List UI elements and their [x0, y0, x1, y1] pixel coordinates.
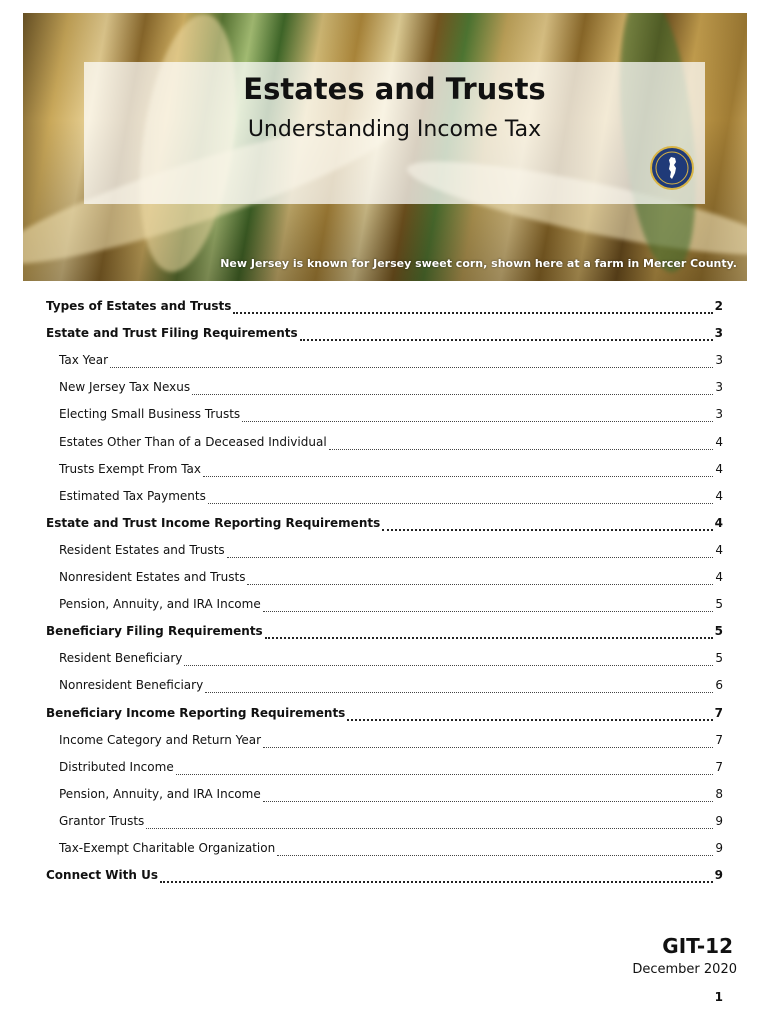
toc-dot-leader — [176, 764, 714, 775]
toc-subentry[interactable] — [46, 380, 723, 398]
toc-dot-leader — [146, 818, 713, 829]
page-subtitle: Understanding Income Tax — [247, 117, 542, 142]
toc-heading-entry[interactable] — [46, 868, 723, 886]
toc-subentry[interactable] — [46, 489, 723, 507]
toc-page-number: 8 — [715, 786, 723, 801]
toc-subentry[interactable] — [46, 814, 723, 832]
toc-subentry[interactable] — [46, 841, 723, 859]
toc-page-number: 2 — [714, 299, 723, 313]
toc-page-number: 3 — [715, 353, 723, 368]
toc-page-number: 4 — [715, 542, 723, 557]
toc-entry-label: Types of Estates and Trusts — [46, 299, 232, 313]
toc-subentry[interactable] — [46, 353, 723, 371]
toc-dot-leader — [265, 627, 713, 639]
toc-page-number: 3 — [714, 326, 723, 341]
toc-entry-label: Grantor Trusts — [59, 813, 145, 828]
toc-dot-leader — [233, 302, 712, 314]
toc-subentry[interactable] — [46, 543, 723, 561]
toc-dot-leader — [160, 871, 713, 883]
toc-entry-label: Nonresident Beneficiary — [59, 678, 204, 693]
toc-entry-label: Pension, Annuity, and IRA Income — [59, 597, 261, 612]
toc-entry-label: Income Category and Return Year — [59, 732, 262, 747]
toc-subentry[interactable] — [46, 407, 723, 425]
toc-entry-label: Estate and Trust Income Reporting Requirements — [46, 515, 381, 530]
toc-page-number: 9 — [714, 868, 723, 883]
toc-dot-leader — [110, 357, 713, 368]
toc-entry-label: Resident Beneficiary — [59, 651, 183, 666]
toc-entry-label: New Jersey Tax Nexus — [59, 380, 191, 395]
toc-page-number: 6 — [715, 678, 723, 693]
toc-heading-entry[interactable] — [46, 624, 723, 642]
toc-entry-label: Nonresident Estates and Trusts — [59, 570, 246, 584]
toc-page-number: 5 — [715, 597, 723, 612]
toc-dot-leader — [192, 384, 713, 395]
toc-page-number: 4 — [715, 570, 723, 584]
toc-page-number: 3 — [715, 407, 723, 422]
toc-entry-label: Electing Small Business Trusts — [59, 407, 241, 422]
toc-heading-entry[interactable] — [46, 326, 723, 344]
toc-entry-label: Connect With Us — [46, 868, 158, 883]
toc-entry-label: Estate and Trust Filing Requirements — [46, 326, 298, 341]
toc-dot-leader — [227, 547, 714, 558]
page-title: Estates and Trusts — [243, 72, 546, 106]
nj-division-of-taxation-seal-icon — [650, 146, 694, 190]
toc-subentry[interactable] — [46, 462, 723, 480]
toc-page-number: 5 — [715, 651, 723, 666]
toc-entry-label: Estimated Tax Payments — [59, 488, 206, 503]
toc-subentry[interactable] — [46, 651, 723, 669]
nj-state-outline-icon — [652, 148, 692, 188]
toc-entry-label: Tax-Exempt Charitable Organization — [59, 841, 276, 855]
toc-page-number: 4 — [715, 461, 723, 476]
toc-page-number: 9 — [715, 813, 723, 828]
toc-dot-leader — [329, 439, 714, 450]
toc-page-number: 4 — [715, 488, 723, 503]
photo-caption: New Jersey is known for Jersey sweet corn, shown here at a farm in Mercer County. — [220, 257, 737, 270]
toc-heading-entry[interactable] — [46, 516, 723, 534]
toc-dot-leader — [205, 682, 713, 693]
toc-dot-leader — [247, 574, 713, 585]
toc-entry-label: Beneficiary Filing Requirements — [46, 624, 263, 639]
toc-subentry[interactable] — [46, 787, 723, 805]
toc-entry-label: Estates Other Than of a Deceased Individual — [59, 434, 327, 449]
toc-dot-leader — [242, 411, 713, 422]
toc-dot-leader — [263, 737, 713, 748]
toc-subentry[interactable] — [46, 597, 723, 615]
toc-page-number: 7 — [715, 759, 723, 774]
toc-subentry[interactable] — [46, 678, 723, 696]
toc-page-number: 7 — [715, 732, 723, 747]
toc-page-number: 4 — [715, 434, 723, 449]
title-panel — [84, 62, 705, 204]
toc-dot-leader — [263, 601, 714, 612]
toc-dot-leader — [208, 493, 714, 504]
toc-entry-label: Resident Estates and Trusts — [59, 542, 225, 557]
toc-page-number: 4 — [714, 515, 723, 530]
toc-page-number: 5 — [714, 624, 723, 639]
toc-dot-leader — [347, 709, 712, 721]
toc-entry-label: Beneficiary Income Reporting Requirements — [46, 705, 346, 720]
toc-dot-leader — [277, 845, 713, 856]
toc-subentry[interactable] — [46, 733, 723, 751]
toc-heading-entry[interactable] — [46, 706, 723, 724]
toc-dot-leader — [203, 466, 713, 477]
toc-page-number: 7 — [714, 705, 723, 720]
toc-subentry[interactable] — [46, 435, 723, 453]
toc-dot-leader — [300, 329, 713, 341]
toc-dot-leader — [184, 655, 713, 666]
cover-photo — [23, 13, 747, 281]
toc-entry-label: Pension, Annuity, and IRA Income — [59, 786, 261, 801]
toc-dot-leader — [382, 519, 712, 531]
page-number: 1 — [714, 990, 723, 1004]
toc-subentry[interactable] — [46, 570, 723, 588]
toc-entry-label: Trusts Exempt From Tax — [59, 461, 201, 476]
toc-entry-label: Distributed Income — [59, 759, 174, 774]
toc-dot-leader — [263, 791, 714, 802]
toc-page-number: 9 — [715, 841, 723, 855]
toc-page-number: 3 — [715, 380, 723, 395]
toc-entry-label: Tax Year — [59, 353, 109, 368]
toc-heading-entry[interactable] — [46, 299, 723, 317]
toc-subentry[interactable] — [46, 760, 723, 778]
document-code: GIT-12 — [662, 934, 733, 958]
document-date: December 2020 — [632, 962, 737, 977]
